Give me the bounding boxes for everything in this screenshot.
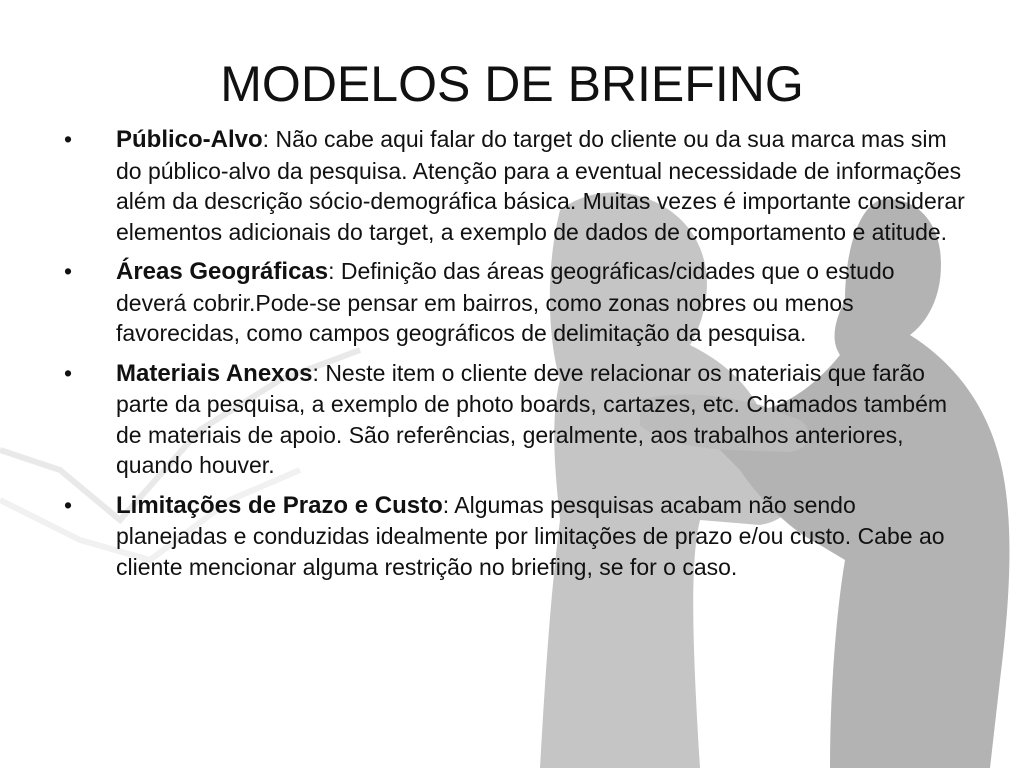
bullet-icon: • — [64, 359, 73, 386]
item-term: Público-Alvo — [116, 126, 263, 153]
bullet-icon: • — [64, 491, 73, 518]
list-item — [62, 490, 967, 583]
item-term: Limitações de Prazo e Custo — [116, 491, 443, 519]
item-term: Áreas Geográficas — [116, 258, 329, 285]
item-separator: : — [262, 126, 276, 152]
bullet-icon: • — [64, 258, 73, 284]
item-text: Definição das áreas geográficas/cidades que o estudo deverá cobrir.Pode-se pensar em bairros, como zonas nobres ou menos favorecidas, como campos geográficos de delimitação da pesquisa. — [116, 258, 895, 346]
item-text: Não cabe aqui falar do target do cliente ou da sua marca mas sim do público-alvo da pesquisa. Atenção para a eventual necessidade de informações além da descrição sócio-demográfica básica. Muitas vezes é importante considerar elementos adicionais do target, a exemplo de dados de comportamento e atitude. — [116, 126, 965, 245]
item-separator: : — [312, 359, 326, 386]
list-item — [62, 358, 967, 481]
item-term: Materiais Anexos — [116, 359, 313, 387]
slide-title: MODELOS DE BRIEFING — [220, 56, 804, 112]
list-item — [62, 124, 967, 247]
item-separator: : — [442, 491, 455, 518]
bullet-icon: • — [64, 126, 73, 152]
item-text: Algumas pesquisas acabam não sendo planejadas e conduzidas idealmente por limitações de prazo e/ou custo. Cabe ao cliente mencionar alguma restrição no briefing, se for o caso. — [116, 491, 945, 580]
bullet-list — [62, 124, 967, 591]
list-item — [62, 256, 967, 349]
item-text: Neste item o cliente deve relacionar os materiais que farão parte da pesquisa, a exemplo de photo boards, cartazes, etc. Chamados também de materiais de apoio. São referências, geralmente, aos trabalhos anteriores, quando houver. — [116, 359, 948, 478]
item-separator: : — [328, 258, 341, 284]
